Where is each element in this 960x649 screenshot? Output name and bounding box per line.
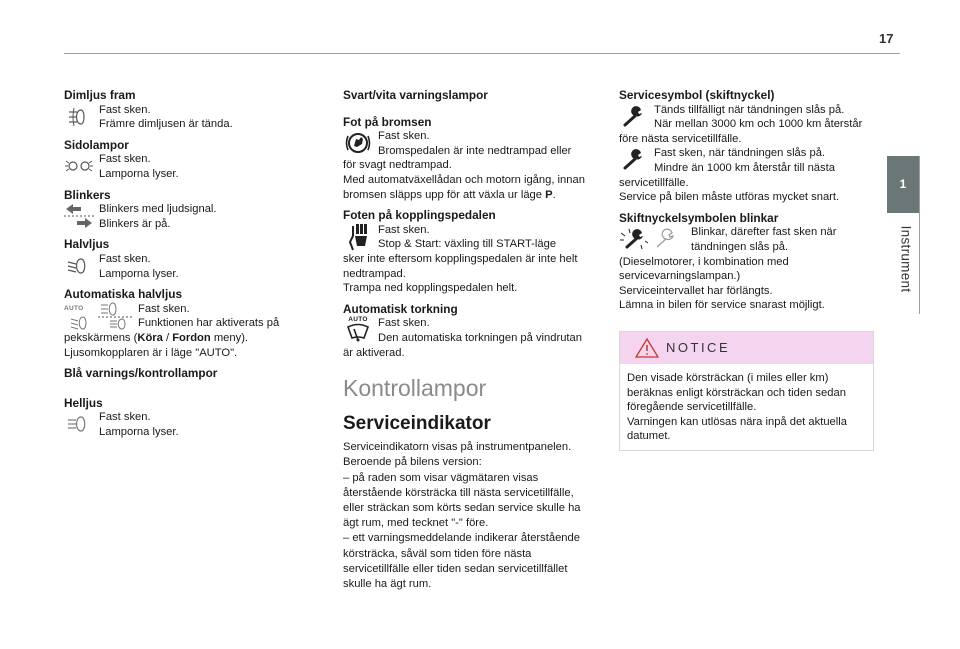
chapter-tab-text: Instrument <box>898 225 914 293</box>
dipped-beam-small-icon <box>64 316 98 330</box>
koppling-title: Foten på kopplingspedalen <box>343 208 496 223</box>
front-fog-light-icon <box>64 103 94 131</box>
auto-halvljus-line4: Ljusomkopplaren är i läge "AUTO". <box>64 346 238 359</box>
service-line-3: återstående körsträcka till nästa servicetillfälle, <box>343 486 574 499</box>
halvljus-line1: Fast sken. <box>99 252 151 265</box>
sidolampor-line1: Fast sken. <box>99 153 151 166</box>
column-1 <box>64 88 304 439</box>
auto-halvljus-line2: Funktionen har aktiverats på <box>138 317 280 330</box>
auto-high-beam-icons <box>64 302 134 330</box>
koppling-line2: Stop & Start: växling till START-läge <box>378 238 557 251</box>
blinkar-line5: Serviceintervallet har förlängts. <box>619 284 773 297</box>
servicesymbol-line5: Mindre än 1000 km återstår till nästa <box>654 161 835 174</box>
notice-body <box>620 364 873 444</box>
notice-line-1: beräknas enligt körsträckan och tiden sedan <box>627 386 846 399</box>
servicesymbol-line6: servicetillfälle. <box>619 176 689 189</box>
warning-triangle-icon <box>632 337 662 359</box>
servicesymbol-line3: före nästa servicetillfälle. <box>619 132 742 145</box>
kontrollampor-title: Kontrollampor <box>343 375 487 402</box>
header-rule <box>64 53 900 54</box>
notice-line-4: datumet. <box>627 430 671 443</box>
serviceindikator-title: Serviceindikator <box>343 413 491 435</box>
line3-sep: / <box>162 331 173 344</box>
wrench-flash-icon <box>619 227 651 251</box>
service-line-9: skulle ha ägt rum. <box>343 577 432 590</box>
service-line-2: – på raden som visar vägmätaren visas <box>343 471 539 484</box>
fot-line2: Bromspedalen är inte nedtrampad eller <box>378 144 572 157</box>
fot-line4: Med automatväxellådan och motorn igång, innan <box>343 173 585 186</box>
service-line-4: eller sträckan som körts sedan service skulle ha <box>343 501 581 514</box>
servicesymbol-title: Servicesymbol (skiftnyckel) <box>619 88 775 102</box>
fot-line5-gear: P <box>545 188 553 201</box>
dipped-beam-icon <box>64 252 94 280</box>
fot-line1: Fast sken. <box>378 130 430 143</box>
chapter-tab-line <box>919 156 920 314</box>
blinkers-line2: Blinkers är på. <box>99 217 171 230</box>
wrench-outline-icon <box>651 227 681 251</box>
notice-line-2: föregående servicetillfälle. <box>627 401 757 414</box>
service-line-7: körsträcka, såväl som tiden före nästa <box>343 547 532 560</box>
chapter-tab-number: 1 <box>887 156 919 213</box>
brake-pedal-icon <box>343 129 373 157</box>
clutch-pedal-icon <box>343 223 373 251</box>
fot-line5-a: bromsen släpps upp för att växla ur läge <box>343 188 546 201</box>
service-line-5: ägt rum, med tecknet "-" före. <box>343 517 489 530</box>
helljus-title: Helljus <box>64 395 103 410</box>
torkning-line3: är aktiverad. <box>343 346 405 359</box>
servicesymbol-line4: Fast sken, när tändningen slås på. <box>654 147 826 160</box>
auto-halvljus-line3 <box>64 331 304 346</box>
notice-header <box>620 332 873 364</box>
line3-part-a: pekskärmens ( <box>64 331 138 344</box>
fot-line5 <box>343 188 605 203</box>
koppling-line4: nedtrampad. <box>343 267 406 280</box>
main-beam-icon <box>64 410 94 438</box>
blinkar-line4: servicevarningslampan.) <box>619 270 741 283</box>
blinkar-line1: Blinkar, därefter fast sken när <box>691 226 837 239</box>
auto-halvljus-title: Automatiska halvljus <box>64 287 183 302</box>
side-lights-icon <box>64 152 94 180</box>
helljus-line2: Lamporna lyser. <box>99 425 179 438</box>
sidolampor-title: Sidolampor <box>64 137 129 152</box>
fot-line3: för svagt nedtrampad. <box>343 159 452 172</box>
chapter-tab-label <box>895 214 915 304</box>
column-3 <box>619 88 881 313</box>
koppling-line1: Fast sken. <box>378 223 430 236</box>
service-line-6: – ett varningsmeddelande indikerar återstående <box>343 532 580 545</box>
line3-kora: Köra <box>137 331 163 344</box>
service-line-1: Beroende på bilens version: <box>343 456 482 469</box>
torkning-line1: Fast sken. <box>378 317 430 330</box>
servicesymbol-line1: Tänds tillfälligt när tändningen slås på. <box>654 103 845 116</box>
wrench-icon <box>619 103 649 131</box>
auto-halvljus-line1: Fast sken. <box>138 302 190 315</box>
blinkar-line2: tändningen slås på. <box>691 240 789 253</box>
helljus-line1: Fast sken. <box>99 411 151 424</box>
fot-title: Fot på bromsen <box>343 114 432 129</box>
notice-line-0: Den visade körsträckan (i miles eller km) <box>627 372 829 384</box>
flashing-wrench-icons <box>619 225 687 253</box>
line3-part-e: meny). <box>210 331 249 344</box>
turn-indicator-icon <box>64 202 94 230</box>
svartvita-heading: Svart/vita varningslampor <box>343 88 488 102</box>
dimljus-fram-line1: Fast sken. <box>99 103 151 116</box>
wiper-icon <box>345 323 371 343</box>
column-2 <box>343 88 605 592</box>
high-beam-dashed-icon <box>98 316 134 330</box>
koppling-line3: sker inte eftersom kopplingspedalen är inte helt <box>343 252 578 265</box>
servicesymbol-line2: När mellan 3000 km och 1000 km återstår <box>654 118 863 131</box>
serviceindikator-body <box>343 440 605 592</box>
torkning-title: Automatisk torkning <box>343 301 458 316</box>
notice-heading: NOTICE <box>666 339 731 355</box>
auto-label-icon: AUTO <box>64 305 84 313</box>
notice-box <box>619 331 874 451</box>
sidolampor-line2: Lamporna lyser. <box>99 167 179 180</box>
blinkers-title: Blinkers <box>64 187 111 202</box>
wrench-icon-2 <box>619 146 649 174</box>
line3-fordon: Fordon <box>172 331 211 344</box>
blinkar-title: Skiftnyckelsymbolen blinkar <box>619 210 779 225</box>
blinkar-line3: (Dieselmotorer, i kombination med <box>619 255 789 268</box>
service-line-0: Serviceindikatorn visas på instrumentpanelen. <box>343 441 572 454</box>
bla-title: Blå varnings/kontrollampor <box>64 366 218 381</box>
torkning-line2: Den automatiska torkningen på vindrutan <box>378 331 582 344</box>
page-number: 17 <box>879 31 894 46</box>
blinkers-line1: Blinkers med ljudsignal. <box>99 203 217 216</box>
halvljus-line2: Lamporna lyser. <box>99 267 179 280</box>
servicesymbol-line7: Service på bilen måste utföras mycket snart. <box>619 191 840 204</box>
auto-wipe-icon <box>343 316 373 343</box>
dimljus-fram-title: Dimljus fram <box>64 88 136 102</box>
auto-wipe-label-icon: AUTO <box>348 316 368 324</box>
halvljus-title: Halvljus <box>64 237 110 252</box>
dimljus-fram-line2: Främre dimljusen är tända. <box>99 118 233 131</box>
service-line-8: servicetillfälle eller tiden sedan servicetillfället <box>343 562 568 575</box>
high-beam-icon <box>98 302 124 316</box>
koppling-line5: Trampa ned kopplingspedalen helt. <box>343 282 518 295</box>
notice-line-3: Varningen kan utlösas nära inpå det aktuella <box>627 415 847 428</box>
blinkar-line6: Lämna in bilen för service snarast möjligt. <box>619 299 825 312</box>
fot-line5-c: . <box>552 188 556 201</box>
